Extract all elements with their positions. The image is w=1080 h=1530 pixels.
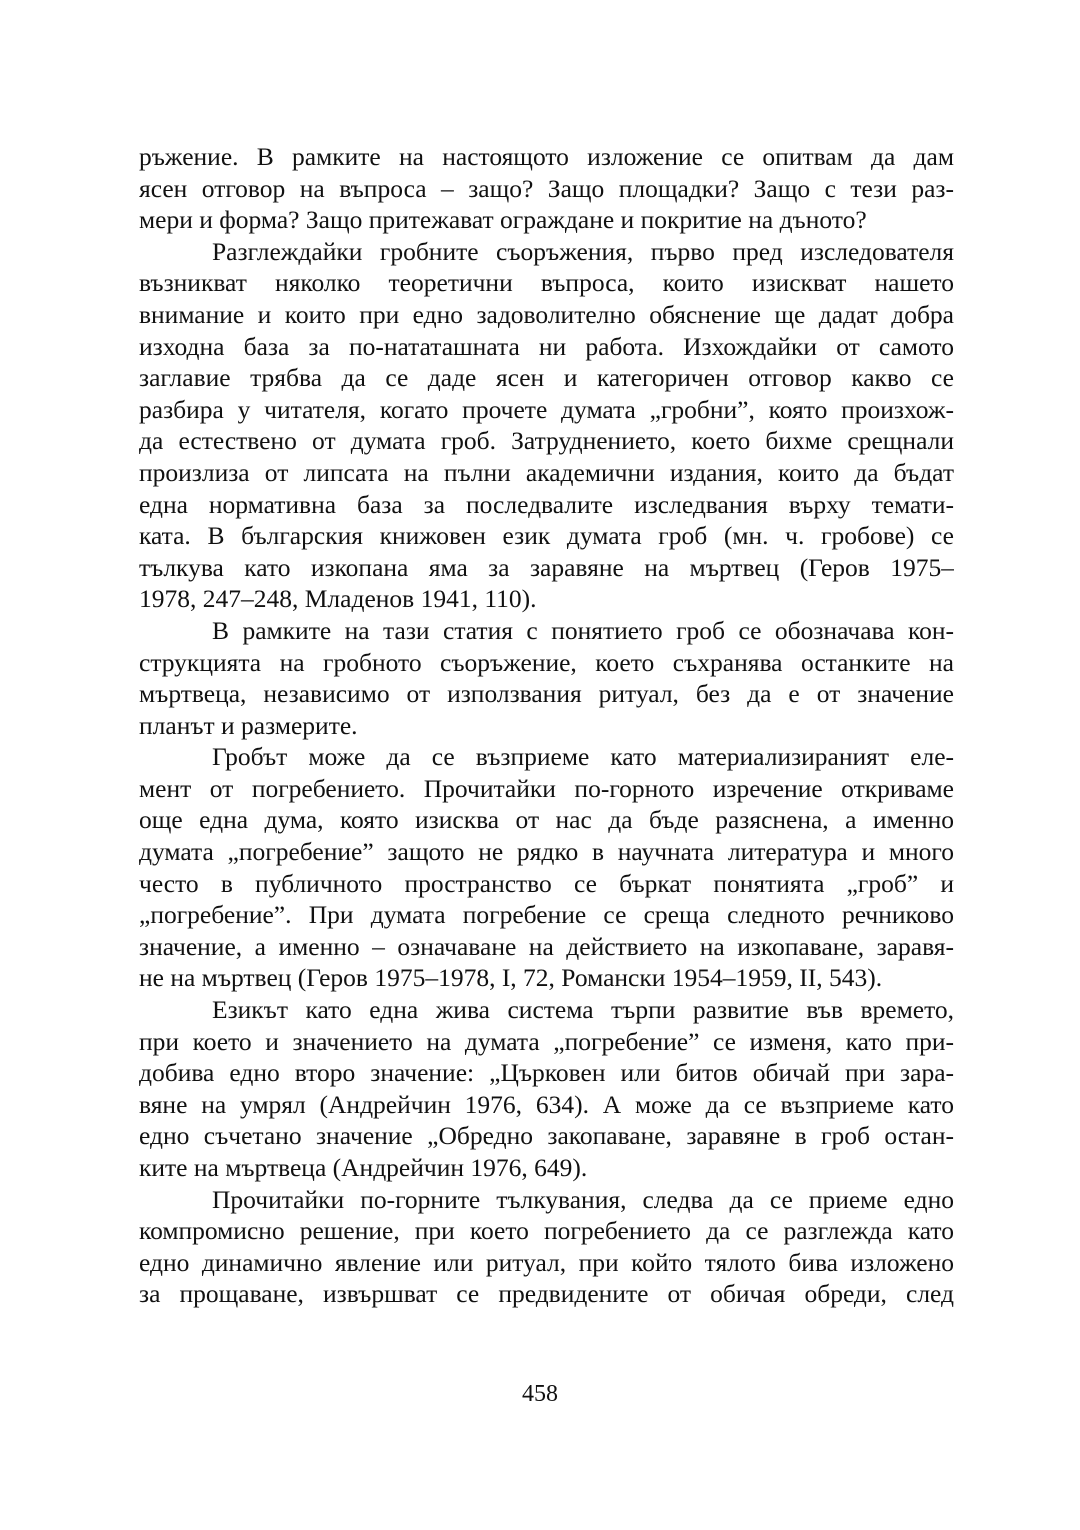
text-line: за прощаване, извършват се предвидените от обичая обреди, след (139, 1279, 954, 1309)
text-line: Гробът може да се възприеме като материализираният еле- (212, 742, 954, 772)
text-line: възникват няколко теоретични въпроса, които изискват нашето (139, 268, 954, 298)
text-line: ясен отговор на въпроса – защо? Защо площадки? Защо с тези раз- (139, 173, 954, 203)
text-line: Прочитайки по-горните тълкувания, следва да се приеме едно (212, 1184, 954, 1214)
text-line: „погребение”. При думата погребение се среща следното речниково (139, 900, 954, 930)
text-line: едно динамично явление или ритуал, при който тялото бива изложено (139, 1247, 954, 1277)
text-line: компромисно решение, при което погребението да се разглежда като (139, 1216, 954, 1246)
text-line: не на мъртвец (Геров 1975–1978, I, 72, Романски 1954–1959, II, 543). (139, 963, 883, 993)
text-line: думата „погребение” защото не рядко в научната литература и много (139, 837, 954, 867)
text-line: ръжение. В рамките на настоящото изложение се опитвам да дам (139, 142, 954, 171)
text-line: често в публичното пространство се бъркат понятията „гроб” и (139, 868, 954, 898)
text-line: при което и значението на думата „погребение” се изменя, като при- (139, 1026, 954, 1056)
text-line: мери и форма? Защо притежават ограждане и покритие на дъното? (139, 205, 867, 235)
text-line: изходна база за по-нататашната ни работа. Изхождайки от самото (139, 331, 954, 361)
text-line: едно съчетано значение „Обредно закопаване, заравяне в гроб остан- (139, 1121, 954, 1151)
text-line: мъртвеца, независимо от използвания ритуал, без да е от значение (139, 679, 954, 709)
text-line: добива едно второ значение: „Църковен или битов обичай при зара- (139, 1058, 954, 1088)
text-line: ката. В българския книжовен език думата гроб (мн. ч. гробове) се (139, 521, 954, 551)
text-line: Разглеждайки гробните съоръжения, първо пред изследователя (212, 236, 954, 266)
text-line: мент от погребението. Прочитайки по-горното изречение откриваме (139, 773, 954, 803)
text-line: още една дума, която изисква от нас да бъде разяснена, а именно (139, 805, 954, 835)
text-line: тълкува като изкопана яма за заравяне на мъртвец (Геров 1975– (139, 552, 954, 582)
text-line: разбира у читателя, когато прочете думата „гробни”, която произхож- (139, 394, 954, 424)
text-line: вяне на умрял (Андрейчин 1976, 634). А може да се възприеме като (139, 1089, 954, 1119)
text-line: да естествено от думата гроб. Затруднението, което бихме срещнали (139, 426, 954, 456)
text-line: значение, а именно – означаване на действието на изкопаване, заравя- (139, 931, 954, 961)
text-line: планът и размерите. (139, 710, 358, 740)
text-line: 1978, 247–248, Младенов 1941, 110). (139, 584, 537, 614)
text-line: Езикът като една жива система търпи развитие във времето, (212, 995, 954, 1025)
text-line: струкцията на гробното съоръжение, което съхранява останките на (139, 647, 954, 677)
body-text (139, 141, 954, 1310)
page-number: 458 (522, 1381, 558, 1407)
text-line: В рамките на тази статия с понятието гроб се обозначава кон- (212, 615, 954, 645)
text-line: произлиза от липсата на пълни академични издания, които да бъдат (139, 457, 954, 487)
text-line: внимание и които при едно задоволително обяснение ще дадат добра (139, 299, 954, 329)
text-line: ките на мъртвеца (Андрейчин 1976, 649). (139, 1153, 588, 1182)
text-line: заглавие трябва да се даде ясен и категоричен отговор какво се (139, 363, 954, 393)
text-line: една нормативна база за последвалите изследвания върху темати- (139, 489, 954, 519)
